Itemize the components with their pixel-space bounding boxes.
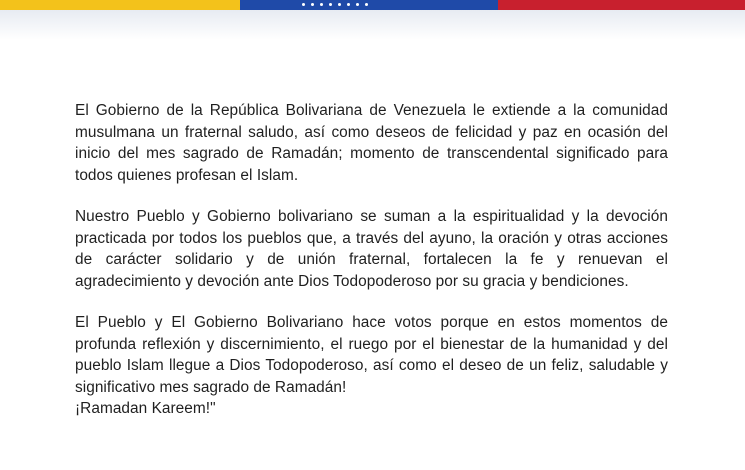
statement-body xyxy=(75,100,668,440)
flag-blue-stripe xyxy=(240,0,498,10)
paragraph-wishes: El Pueblo y El Gobierno Bolivariano hace votos porque en estos momentos de profunda reflexión y discernimiento, el ruego por el bienestar de la humanidad y del pueblo Islam llegue a Dios Todopoderoso, así como el deseo de un feliz, saludable y significativo mes sagrado de Ramadán! xyxy=(75,314,668,396)
header-gradient xyxy=(0,10,745,40)
closing-line: ¡Ramadan Kareem!" xyxy=(75,400,216,417)
paragraph-greeting: El Gobierno de la República Bolivariana de Venezuela le extiende a la comunidad musulmana un fraternal saludo, así como deseos de felicidad y paz en ocasión del inicio del mes sagrado de Ramadán; momento de transcendental significado para todos quienes profesan el Islam. xyxy=(75,102,668,184)
paragraph-spirituality: Nuestro Pueblo y Gobierno bolivariano se suman a la espiritualidad y la devoción practicada por todos los pueblos que, a través del ayuno, la oración y otras acciones de carácter solidario y de unión fraternal, fortalecen la fe y renuevan el agradecimiento y devoción ante Dios Todopoderoso por su gracia y bendiciones. xyxy=(75,208,668,290)
flag-color-bar xyxy=(0,0,745,10)
stars-icon xyxy=(302,3,368,6)
flag-yellow-stripe xyxy=(0,0,240,10)
flag-red-stripe xyxy=(498,0,745,10)
